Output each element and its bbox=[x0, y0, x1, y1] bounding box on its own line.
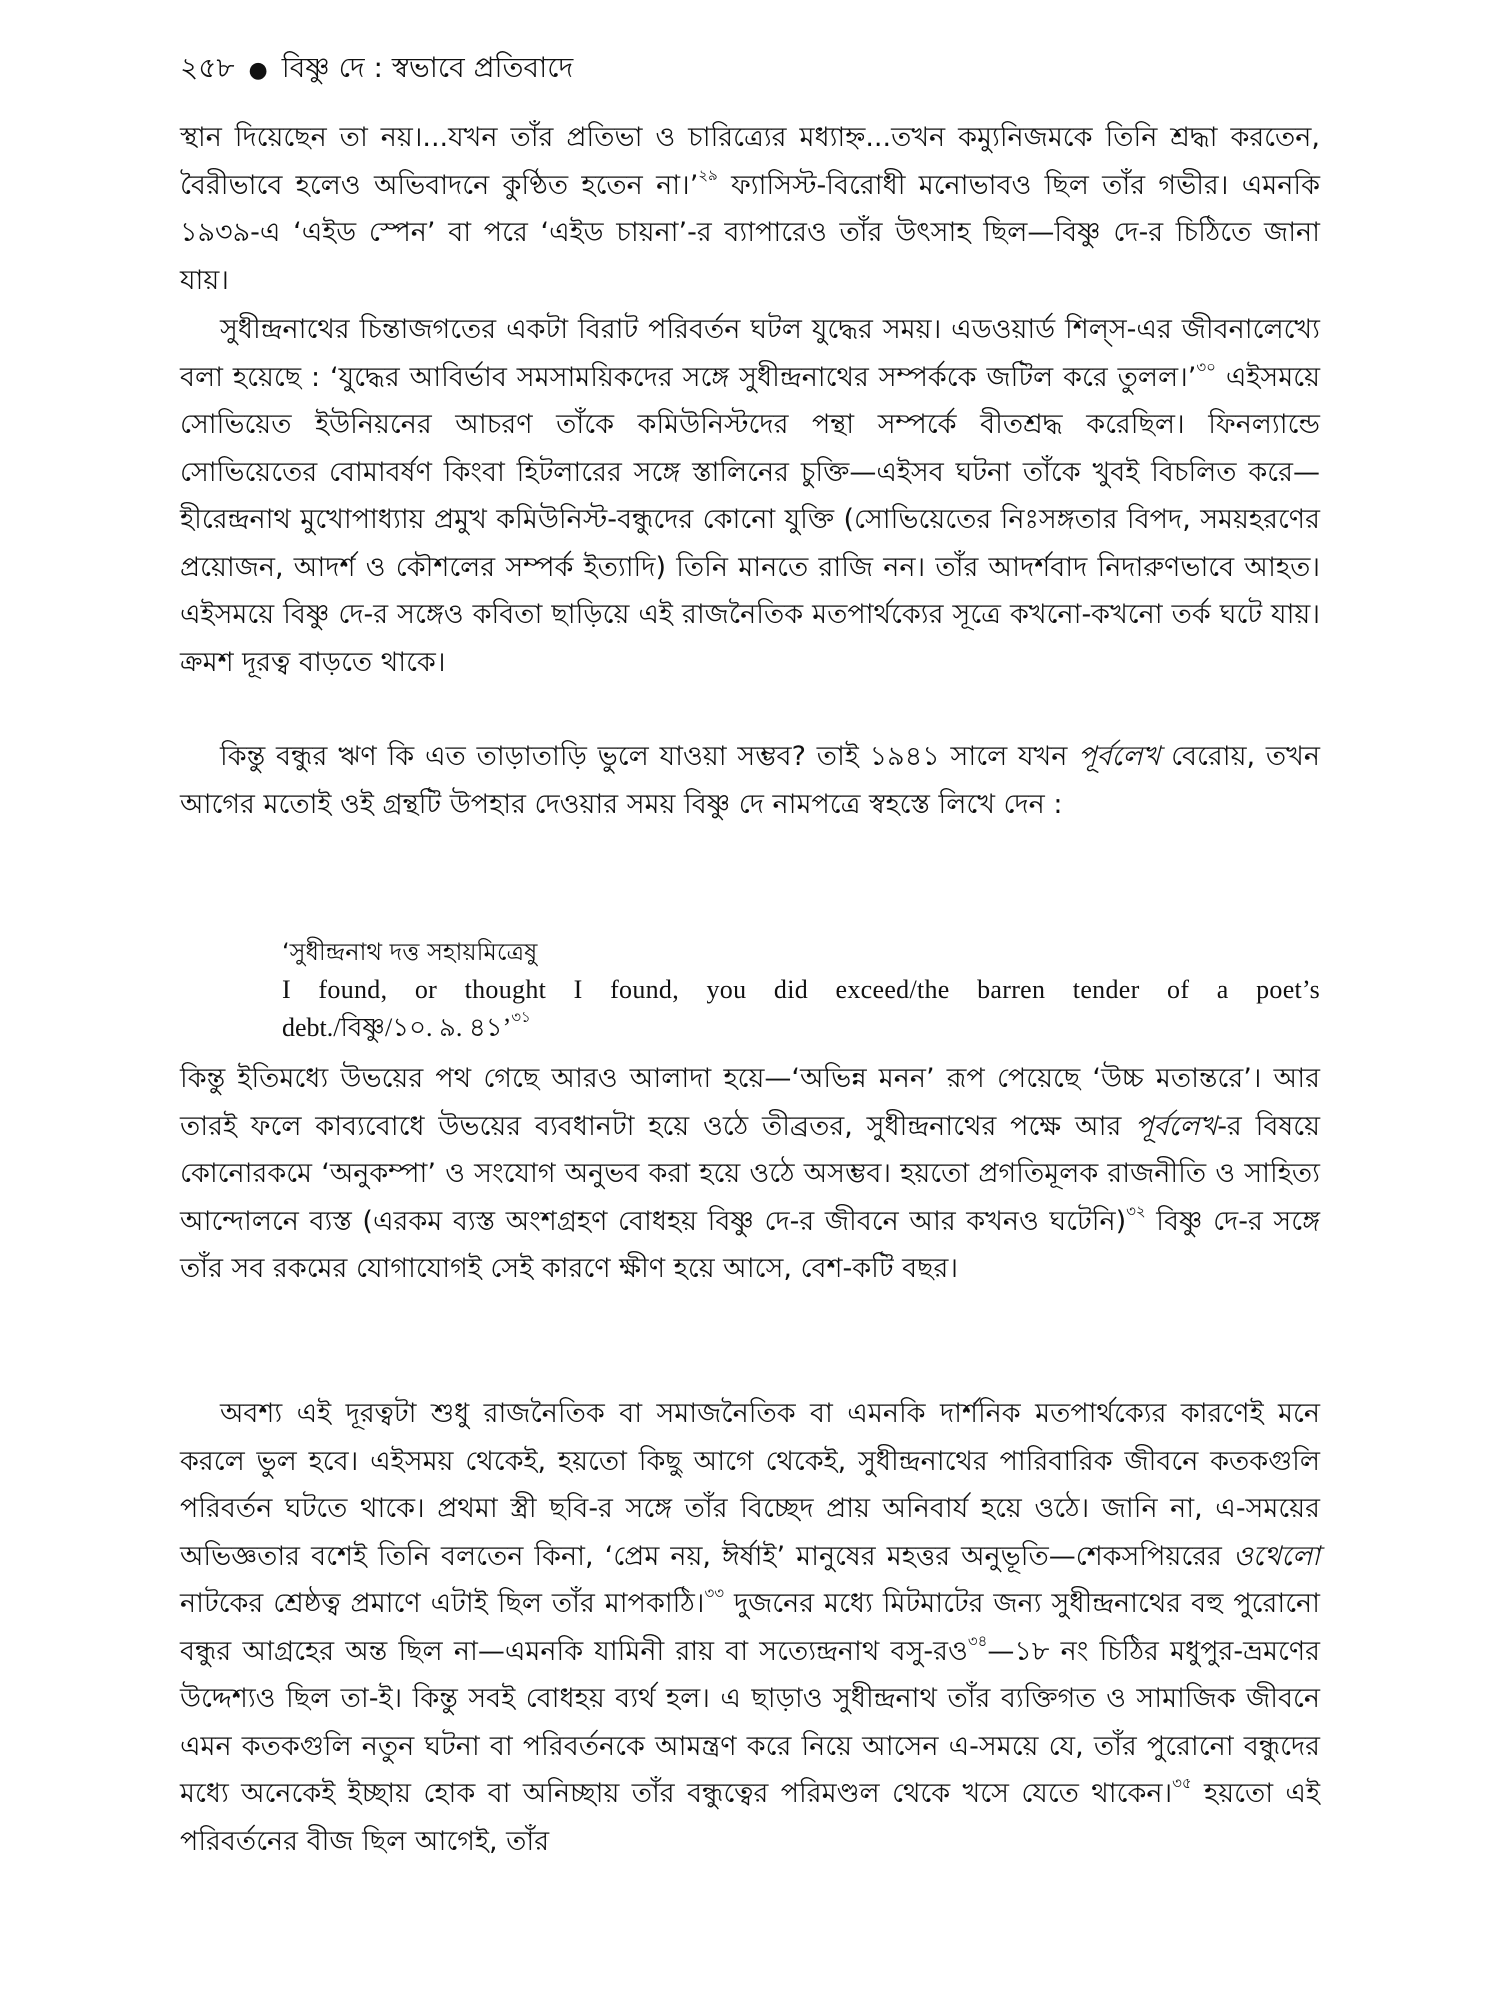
footnote-ref-33: ৩৩ bbox=[704, 1584, 724, 1602]
book-title-purbalekh: পূর্বলেখ bbox=[1078, 741, 1161, 772]
footnote-ref-32: ৩২ bbox=[1126, 1201, 1146, 1220]
book-title-purbalekh: পূর্বলেখ bbox=[1135, 1110, 1218, 1142]
paragraph-4 bbox=[180, 1055, 1320, 1293]
paragraph-text: কিন্তু বন্ধুর ঋণ কি এত তাড়াতাড়ি ভুলে যাওয়া সম্ভব? তাই ১৯৪১ সালে যখন bbox=[220, 741, 1079, 772]
paragraph-text: কিন্তু ইতিমধ্যে উভয়ের পথ গেছে আরও আলাদা হয়ে—‘অভিন্ন মনন’ রূপ পেয়েছে ‘উচ্চ মতান্তরে’। আর তারই ফলে কাব্যবোধে উভয়ের ব্যবধানটা হয়ে ওঠে তীব্রতর, সুধীন্দ্রনাথের পক্ষে আর bbox=[180, 1063, 1320, 1142]
paragraph-text: এইসময়ে সোভিয়েত ইউনিয়নের আচরণ তাঁকে কমিউনিস্টদের পন্থা সম্পর্কে বীতশ্রদ্ধ করেছিল। ফিনল্যান্ডে সোভিয়েতের বোমাবর্ষণ কিংবা হিটলারের সঙ্গে স্তালিনের চুক্তি—এইসব ঘটনা তাঁকে খুবই বিচলিত করে—হীরেন্দ্রনাথ মুখোপাধ্যায় প্রমুখ কমিউনিস্ট-বন্ধুদের কোনো যুক্তি (সোভিয়েতের নিঃসঙ্গতার বিপদ, সময়হরণের প্রয়োজন, আদর্শ ও কৌশলের সম্পর্ক ইত্যাদি) তিনি মানতে রাজি নন। তাঁর আদর্শবাদ নিদারুণভাবে আহত। এইসময়ে বিষ্ণু দে-র সঙ্গেও কবিতা ছাড়িয়ে এই রাজনৈতিক মতপার্থক্যের সূত্রে কখনো-কখনো তর্ক ঘটে যায়। ক্রমশ দূরত্ব বাড়তে থাকে। bbox=[180, 361, 1320, 678]
paragraph-text: বেরোয়, তখন আগের মতোই ওই গ্রন্থটি উপহার দেওয়ার সময় বিষ্ণু দে নামপত্রে স্বহস্তে লিখে দেন : bbox=[180, 741, 1320, 820]
quote-signature-line bbox=[282, 1009, 1320, 1047]
quote-dedication: ‘সুধীন্দ্রনাথ দত্ত সহায়মিত্রেষু bbox=[282, 938, 538, 966]
header-bullet: ● bbox=[248, 58, 268, 83]
paragraph-text: স্থান দিয়েছেন তা নয়।...যখন তাঁর প্রতিভা ও চারিত্র্যের মধ্যাহ্ন...তখন কম্যুনিজমকে তিনি শ্রদ্ধা করতেন, বৈরীভাবে হলেও অভিবাদনে কুণ্ঠিত হতেন না।’ bbox=[180, 122, 1320, 201]
footnote-ref-30: ৩০ bbox=[1196, 357, 1216, 376]
play-title-othello: ওথেলো bbox=[1232, 1540, 1320, 1572]
paragraph-2 bbox=[180, 306, 1320, 686]
paragraph-text: ফ্যাসিস্ট-বিরোধী মনোভাবও ছিল তাঁর গভীর। এমনকি ১৯৩৯-এ ‘এইড স্পেন’ বা পরে ‘এইড চায়না’-র ব্যাপারেও তাঁর উৎসাহ ছিল—বিষ্ণু দে-র চিঠিতে জানা যায়। bbox=[180, 169, 1320, 296]
block-quote bbox=[282, 933, 1320, 1047]
footnote-ref-34: ৩৪ bbox=[967, 1631, 988, 1650]
quote-signature: debt./বিষ্ণু/১০. ৯. ৪১’ bbox=[282, 1013, 512, 1042]
paragraph-text: সুধীন্দ্রনাথের চিন্তাজগতের একটা বিরাট পরিবর্তন ঘটল যুদ্ধের সময়। এডওয়ার্ড শিল্‌স-এর জীবনালেখ্যে বলা হয়েছে : ‘যুদ্ধের আবির্ভাব সমসাময়িকদের সঙ্গে সুধীন্দ্রনাথের সম্পর্ককে জটিল করে তুলল।’ bbox=[180, 314, 1320, 393]
paragraph-text: —১৮ নং চিঠির মধুপুর-ভ্রমণের উদ্দেশ্যও ছিল তা-ই। কিন্তু সবই বোধহয় ব্যর্থ হল। এ ছাড়াও সুধীন্দ্রনাথ তাঁর ব্যক্তিগত ও সামাজিক জীবনে এমন কতকগুলি নতুন ঘটনা বা পরিবর্তনকে আমন্ত্রণ করে নিয়ে আসেন এ-সময়ে যে, তাঁর পুরোনো বন্ধুদের মধ্যে অনেকেই ইচ্ছায় হোক বা অনিচ্ছায় তাঁর বন্ধুত্বের পরিমণ্ডল থেকে খসে যেতে থাকেন। bbox=[180, 1635, 1320, 1809]
paragraph-text: বিষ্ণু দে-র সঙ্গে তাঁর সব রকমের যোগাযোগই সেই কারণে ক্ষীণ হয়ে আসে, বেশ-কটি বছর। bbox=[180, 1205, 1321, 1284]
paragraph-text: হয়তো এই পরিবর্তনের বীজ ছিল আগেই, তাঁর bbox=[180, 1778, 1320, 1857]
paragraph-3 bbox=[180, 733, 1320, 828]
footnote-ref-31: ৩১ bbox=[511, 1010, 531, 1027]
paragraph-text: অবশ্য এই দূরত্বটা শুধু রাজনৈতিক বা সমাজনৈতিক বা এমনকি দার্শনিক মতপার্থক্যের কারণেই মনে করলে ভুল হবে। এইসময় থেকেই, হয়তো কিছু আগে থেকেই, সুধীন্দ্রনাথের পারিবারিক জীবনে কতকগুলি পরিবর্তন ঘটতে থাকে। প্রথমা স্ত্রী ছবি-র সঙ্গে তাঁর বিচ্ছেদ প্রায় অনিবার্য হয়ে ওঠে। জানি না, এ-সময়ের অভিজ্ঞতার বশেই তিনি বলতেন কিনা, ‘প্রেম নয়, ঈর্ষাই’ মানুষের মহত্তর অনুভূতি—শেকসপিয়রের bbox=[180, 1398, 1320, 1572]
page-number: ২৫৮ bbox=[180, 51, 235, 84]
running-header bbox=[180, 50, 573, 89]
quote-english-line: I found, or thought I found, you did exceed/the barren tender of a poet’s bbox=[282, 975, 1320, 1004]
footnote-ref-29: ২৯ bbox=[698, 165, 718, 184]
paragraph-text: দুজনের মধ্যে মিটমাটের জন্য সুধীন্দ্রনাথের বহু পুরোনো বন্ধুর আগ্রহের অন্ত ছিল না—এমনকি যামিনী রায় বা সত্যেন্দ্রনাথ বসু-রও bbox=[180, 1588, 1320, 1667]
running-title: বিষ্ণু দে : স্বভাবে প্রতিবাদে bbox=[281, 51, 574, 84]
paragraph-1 bbox=[180, 114, 1320, 304]
footnote-ref-35: ৩৫ bbox=[1172, 1774, 1192, 1792]
paragraph-text: নাটকের শ্রেষ্ঠত্ব প্রমাণে এটাই ছিল তাঁর মাপকাঠি। bbox=[180, 1588, 705, 1619]
paragraph-text: -র বিষয়ে কোনোরকমে ‘অনুকম্পা’ ও সংযোগ অনুভব করা হয়ে ওঠে অসম্ভব। হয়তো প্রগতিমূলক রাজনীতি ও সাহিত্য আন্দোলনে ব্যস্ত (এরকম ব্যস্ত অংশগ্রহণ বোধহয় বিষ্ণু দে-র জীবনে আর কখনও ঘটেনি) bbox=[180, 1110, 1320, 1237]
paragraph-5 bbox=[180, 1390, 1320, 1865]
